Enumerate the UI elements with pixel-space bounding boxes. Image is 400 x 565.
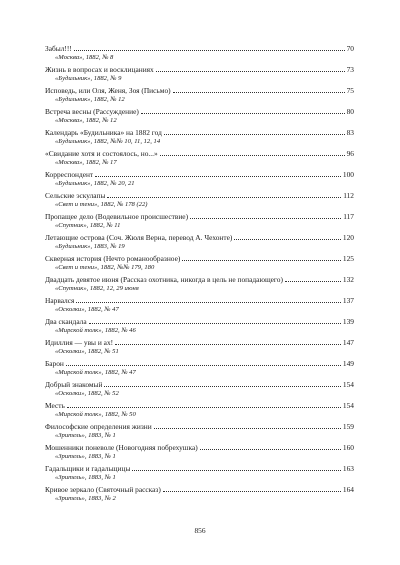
toc-entry (45, 275, 354, 293)
toc-entry-line (45, 65, 354, 75)
dot-leader (89, 323, 341, 324)
dot-leader (173, 92, 345, 93)
toc-entry-page-number: 96 (346, 149, 354, 158)
toc-entry-page-number: 154 (342, 401, 354, 410)
dot-leader (74, 50, 345, 51)
toc-entry-page-number: 147 (342, 338, 354, 347)
dot-leader (190, 218, 341, 219)
toc-entry (45, 254, 354, 272)
toc-entry (45, 464, 354, 482)
toc-entry-line (45, 275, 354, 285)
toc-entry-page-number: 132 (342, 275, 354, 284)
toc-entry-source: «Москва», 1882, № 8 (55, 54, 114, 61)
toc-entry (45, 317, 354, 335)
toc-entry (45, 65, 354, 83)
dot-leader (200, 449, 341, 450)
toc-entry (45, 422, 354, 440)
toc-entry-line (45, 422, 354, 432)
toc-entry-page-number: 139 (342, 317, 354, 326)
toc-entry (45, 128, 354, 146)
toc-entry (45, 233, 354, 251)
toc-entry-source: «Свет и тени», 1882, №№ 179, 180 (55, 264, 155, 271)
toc-entry-title: Двадцать девятое июня (Рассказ охотника, никогда в цель не попадающего) (45, 275, 283, 284)
toc-entry-page-number: 73 (346, 65, 354, 74)
toc-entry-title: Два скандала (45, 317, 87, 326)
toc-entry-source: «Зритель», 1883, № 1 (55, 474, 116, 481)
toc-entry-line (45, 254, 354, 264)
dot-leader (141, 113, 345, 114)
toc-entry-line (45, 86, 354, 96)
toc-entry-title: Добрый знакомый (45, 380, 103, 389)
toc-entry-line (45, 485, 354, 495)
toc-entry-page-number: 75 (346, 86, 354, 95)
toc-entry-line (45, 128, 354, 138)
toc-entry (45, 296, 354, 314)
dot-leader (163, 491, 341, 492)
toc-entry-title: «Свидание хотя и состоялось, но...» (45, 149, 158, 158)
toc-entry-title: Мошенники поневоле (Новогодняя побрехушка) (45, 443, 198, 452)
toc-entry (45, 170, 354, 188)
toc-entry-page-number: 125 (342, 254, 354, 263)
toc-entry-line (45, 170, 354, 180)
toc-entry-line (45, 338, 354, 348)
toc-entry-page-number: 70 (346, 44, 354, 53)
toc-entry-title: Скверная история (Нечто романообразное) (45, 254, 181, 263)
toc-entry-source: «Москва», 1882, № 17 (55, 159, 117, 166)
toc-entry-title: Барон (45, 359, 64, 368)
toc-entry-title: Гадальщики и гадальщицы (45, 464, 131, 473)
toc-entry-source: «Зритель», 1883, № 1 (55, 432, 116, 439)
dot-leader (67, 407, 341, 408)
dot-leader (95, 176, 341, 177)
toc-entry-line (45, 380, 354, 390)
toc-entry-source: «Зритель», 1883, № 2 (55, 495, 116, 502)
toc-entry-source: «Мирской толк», 1882, № 50 (55, 411, 136, 418)
toc-entry-source: «Будильник», 1882, №№ 10, 11, 12, 14 (55, 138, 161, 145)
dot-leader (154, 428, 341, 429)
toc-entry-title: Корреспондент (45, 170, 94, 179)
toc-entry-source: «Осколки», 1882, № 47 (55, 306, 119, 313)
toc-entry-source: «Зритель», 1883, № 1 (55, 453, 116, 460)
toc-entry (45, 338, 354, 356)
toc-entry-source: «Будильник», 1882, № 9 (55, 75, 122, 82)
toc-entry-source: «Свет и тени», 1882, № 178 (22) (55, 201, 148, 208)
toc-entry-line (45, 443, 354, 453)
toc-entry-title: Месть (45, 401, 65, 410)
toc-entry-title: Философские определения жизни (45, 422, 152, 431)
toc-entry-source: «Москва», 1882, № 12 (55, 117, 117, 124)
toc-entry (45, 401, 354, 419)
toc-entry-title: Встреча весны (Рассуждение) (45, 107, 139, 116)
dot-leader (182, 260, 341, 261)
dot-leader (115, 344, 341, 345)
toc-entry (45, 212, 354, 230)
dot-leader (76, 302, 340, 303)
toc-entry (45, 86, 354, 104)
toc-entry-page-number: 159 (342, 422, 354, 431)
toc-entry-page-number: 83 (346, 128, 354, 137)
dot-leader (66, 365, 341, 366)
dot-leader (107, 197, 341, 198)
toc-entry-page-number: 154 (342, 380, 354, 389)
dot-leader (132, 470, 340, 471)
toc-entry-line (45, 296, 354, 306)
toc-entry-title: Кривое зеркало (Святочный рассказ) (45, 485, 161, 494)
dot-leader (234, 239, 341, 240)
toc-entry-page-number: 137 (342, 296, 354, 305)
toc-entry (45, 191, 354, 209)
toc-entry-title: Исповедь, или Оля, Женя, Зоя (Письмо) (45, 86, 171, 95)
toc-entry (45, 443, 354, 461)
toc-entry-source: «Осколки», 1882, № 51 (55, 348, 119, 355)
toc-entry-page-number: 112 (343, 191, 354, 200)
toc-entry (45, 380, 354, 398)
toc-entry-line (45, 464, 354, 474)
toc-entry-page-number: 100 (342, 170, 354, 179)
toc-entry-title: Забыл!!! (45, 44, 72, 53)
toc-entry-line (45, 401, 354, 411)
toc-entry-page-number: 117 (343, 212, 354, 221)
toc-entry-line (45, 233, 354, 243)
toc-entry-source: «Осколки», 1882, № 52 (55, 390, 119, 397)
toc-entry-line (45, 212, 354, 222)
toc-entry-page-number: 160 (342, 443, 354, 452)
toc-entry-title: Сельские эскулапы (45, 191, 106, 200)
page-number: 856 (194, 526, 206, 535)
table-of-contents (45, 44, 354, 506)
toc-entry-line (45, 44, 354, 54)
toc-entry-source: «Спутник», 1882, 12, 29 июня (55, 285, 139, 292)
toc-entry-page-number: 149 (342, 359, 354, 368)
toc-entry-source: «Будильник», 1883, № 19 (55, 243, 125, 250)
toc-entry-source: «Мирской толк», 1882, № 47 (55, 369, 136, 376)
toc-entry (45, 149, 354, 167)
toc-entry-page-number: 120 (342, 233, 354, 242)
toc-entry-line (45, 107, 354, 117)
toc-entry (45, 359, 354, 377)
toc-entry (45, 485, 354, 503)
toc-entry-title: Жизнь в вопросах и восклицаниях (45, 65, 154, 74)
dot-leader (104, 386, 340, 387)
toc-entry (45, 107, 354, 125)
toc-entry-source: «Мирской толк», 1882, № 46 (55, 327, 136, 334)
toc-entry-page-number: 80 (346, 107, 354, 116)
toc-entry-line (45, 359, 354, 369)
dot-leader (285, 281, 341, 282)
toc-entry-title: Пропащее дело (Водевильное происшествие) (45, 212, 189, 221)
toc-entry (45, 44, 354, 62)
toc-entry-title: Идиллия — увы и ах! (45, 338, 114, 347)
toc-entry-title: Летающие острова (Соч. Жюля Верна, перевод А. Чехонте) (45, 233, 233, 242)
dot-leader (164, 134, 345, 135)
toc-entry-page-number: 163 (342, 464, 354, 473)
dot-leader (156, 71, 345, 72)
toc-entry-line (45, 191, 354, 201)
toc-entry-line (45, 317, 354, 327)
dot-leader (160, 155, 345, 156)
toc-entry-title: Нарвался (45, 296, 75, 305)
toc-entry-source: «Будильник», 1882, № 12 (55, 96, 125, 103)
toc-entry-line (45, 149, 354, 159)
toc-entry-page-number: 164 (342, 485, 354, 494)
toc-entry-source: «Будильник», 1882, № 20, 21 (55, 180, 135, 187)
toc-entry-source: «Спутник», 1882, № 11 (55, 222, 121, 229)
toc-entry-title: Календарь «Будильника» на 1882 год (45, 128, 162, 137)
